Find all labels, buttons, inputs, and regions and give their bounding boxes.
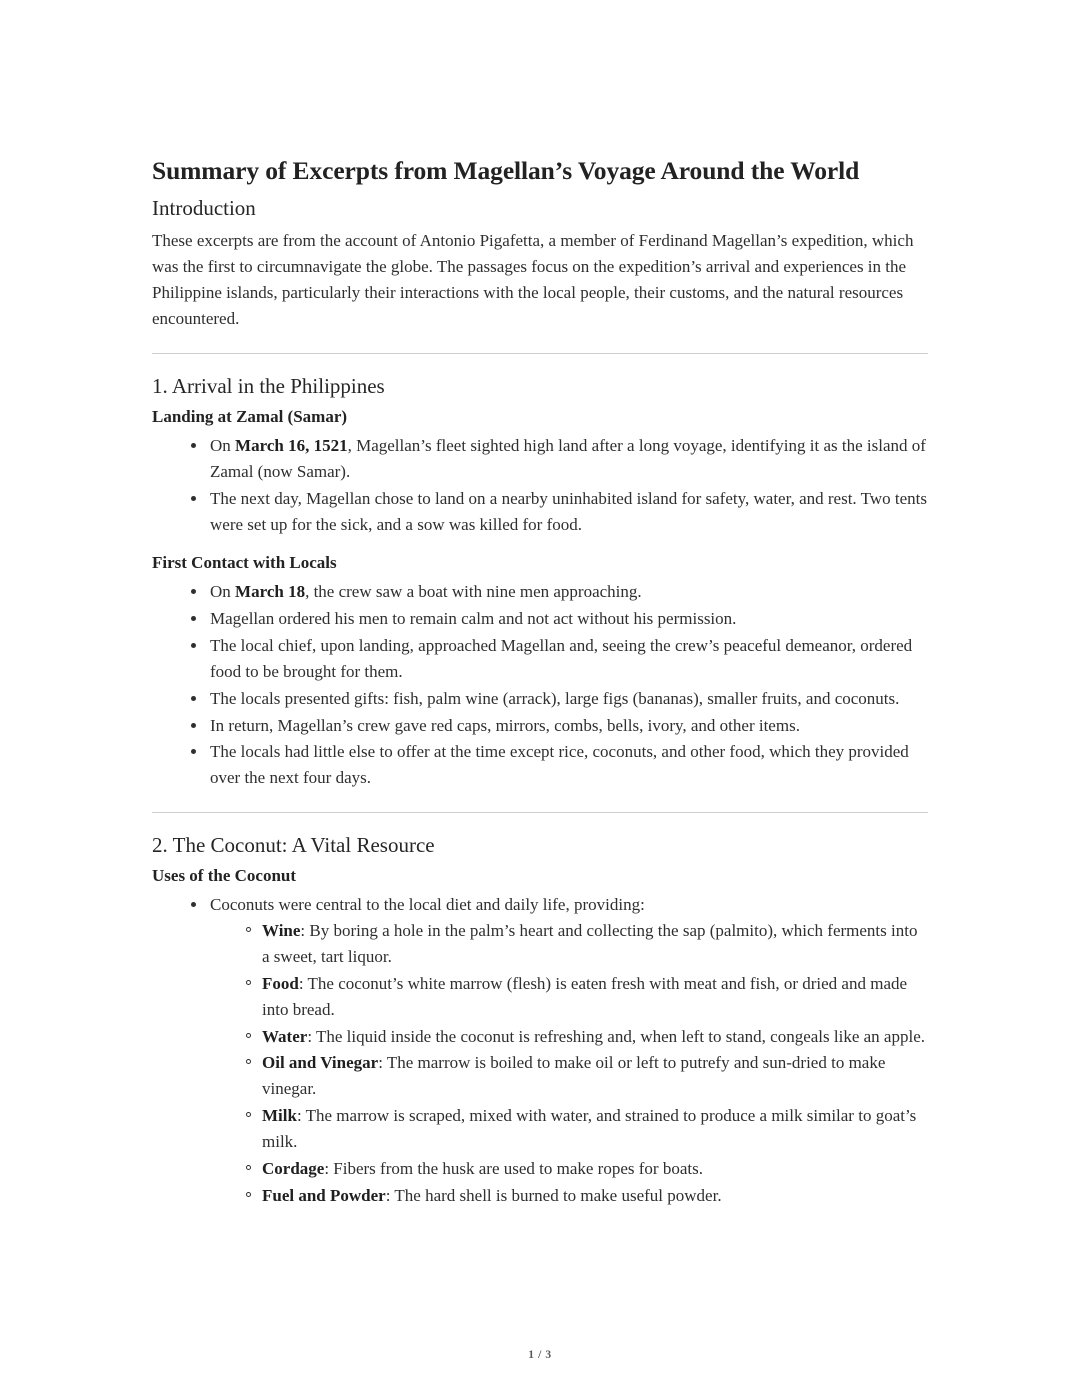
list-item <box>210 1156 928 1182</box>
use-term: Fuel and Powder <box>262 1185 386 1205</box>
list-item <box>152 892 928 1208</box>
bullet-icon <box>191 749 196 754</box>
list-item <box>152 686 928 712</box>
use-term: Milk <box>262 1106 297 1126</box>
list-item <box>152 433 928 485</box>
list-landing-at-zamal <box>152 433 928 537</box>
list-item-text: The locals presented gifts: fish, palm wine (arrack), large figs (bananas), smaller fruits, and coconuts. <box>210 688 900 708</box>
use-term: Oil and Vinegar <box>262 1053 379 1073</box>
use-description: : Fibers from the husk are used to make ropes for boats. <box>324 1158 703 1178</box>
bullet-icon <box>191 902 196 907</box>
subsection-heading-landing-at-zamal: Landing at Zamal (Samar) <box>152 406 348 426</box>
bullet-icon <box>246 1192 251 1197</box>
document-page <box>152 155 928 1209</box>
list-item <box>152 486 928 538</box>
bullet-icon <box>191 616 196 621</box>
list-item-text: The locals had little else to offer at the time except rice, coconuts, and other food, which they provided over the next four days. <box>210 742 909 788</box>
list-item <box>152 713 928 739</box>
bullet-icon <box>246 980 251 985</box>
section-divider-1 <box>152 353 928 354</box>
list-item <box>210 1103 928 1155</box>
section-divider-2 <box>152 812 928 813</box>
use-description: : By boring a hole in the palm’s heart and collecting the sap (palmito), which ferments into a sweet, tart liquor. <box>262 921 918 967</box>
subsection-heading-first-contact: First Contact with Locals <box>152 553 337 573</box>
bullet-icon <box>246 1112 251 1117</box>
list-item-emphasis: March 16, 1521 <box>235 436 348 456</box>
list-item-text: Coconuts were central to the local diet and daily life, providing: <box>210 895 645 915</box>
list-first-contact <box>152 579 928 791</box>
list-item <box>152 606 928 632</box>
list-item-emphasis: March 18 <box>235 582 306 602</box>
section-heading-coconut: 2. The Coconut: A Vital Resource <box>152 833 435 858</box>
bullet-icon <box>246 1059 251 1064</box>
use-term: Water <box>262 1026 308 1046</box>
bullet-icon <box>191 496 196 501</box>
use-term: Wine <box>262 921 301 941</box>
list-item <box>210 1183 928 1209</box>
list-item <box>152 579 928 605</box>
section-heading-arrival: 1. Arrival in the Philippines <box>152 373 385 398</box>
list-item <box>210 1050 928 1102</box>
use-description: : The liquid inside the coconut is refreshing and, when left to stand, congeals like an apple. <box>307 1026 925 1046</box>
list-item <box>152 633 928 685</box>
bullet-icon <box>191 443 196 448</box>
bullet-icon <box>246 927 251 932</box>
page-title: Summary of Excerpts from Magellan’s Voyage Around the World <box>152 156 860 185</box>
list-uses-of-the-coconut <box>152 892 928 1208</box>
bullet-icon <box>191 643 196 648</box>
bullet-icon <box>191 589 196 594</box>
use-description: : The hard shell is burned to make useful powder. <box>385 1185 722 1205</box>
bullet-icon <box>191 696 196 701</box>
list-item-text: , the crew saw a boat with nine men approaching. <box>305 582 642 602</box>
use-description: : The marrow is scraped, mixed with water, and strained to produce a milk similar to goat’s milk. <box>262 1106 917 1151</box>
list-item <box>210 918 928 970</box>
introduction-paragraph: These excerpts are from the account of Antonio Pigafetta, a member of Ferdinand Magellan’s expedition, which was the first to circumnavigate the globe. The passages focus on the expedition’s arrival and experiences in the Philippine islands, particularly their interactions with the local people, their customs, and the natural resources encountered. <box>152 231 914 328</box>
use-term: Cordage <box>262 1158 325 1178</box>
bullet-icon <box>246 1165 251 1170</box>
list-item <box>152 739 928 791</box>
list-item-text: The next day, Magellan chose to land on a nearby uninhabited island for safety, water, and rest. Two tents were set up for the sick, and a sow was killed for food. <box>210 488 927 534</box>
list-item-text: In return, Magellan’s crew gave red caps, mirrors, combs, bells, ivory, and other items. <box>210 715 800 735</box>
page-number-footer: 1 / 3 <box>528 1349 552 1361</box>
list-item-text: , Magellan’s fleet sighted high land after a long voyage, identifying it as the island of Zamal (now Samar). <box>210 436 926 481</box>
use-description: : The marrow is boiled to make oil or left to putrefy and sun-dried to make vinegar. <box>262 1053 886 1099</box>
list-item-lead: On <box>210 582 236 602</box>
list-item-text: The local chief, upon landing, approached Magellan and, seeing the crew’s peaceful demeanor, ordered food to be brought for them. <box>210 636 913 681</box>
introduction-heading: Introduction <box>152 196 256 221</box>
bullet-icon <box>191 723 196 728</box>
list-item-text: Magellan ordered his men to remain calm and not act without his permission. <box>210 609 737 629</box>
use-description: : The coconut’s white marrow (flesh) is eaten fresh with meat and fish, or dried and made into bread. <box>262 973 908 1019</box>
use-term: Food <box>262 973 299 993</box>
subsection-heading-uses-of-the-coconut: Uses of the Coconut <box>152 866 297 886</box>
list-item <box>210 971 928 1023</box>
list-item-lead: On <box>210 436 236 456</box>
list-item <box>210 1024 928 1050</box>
list-coconut-uses <box>210 918 928 1208</box>
bullet-icon <box>246 1033 251 1038</box>
spacer <box>152 538 928 552</box>
